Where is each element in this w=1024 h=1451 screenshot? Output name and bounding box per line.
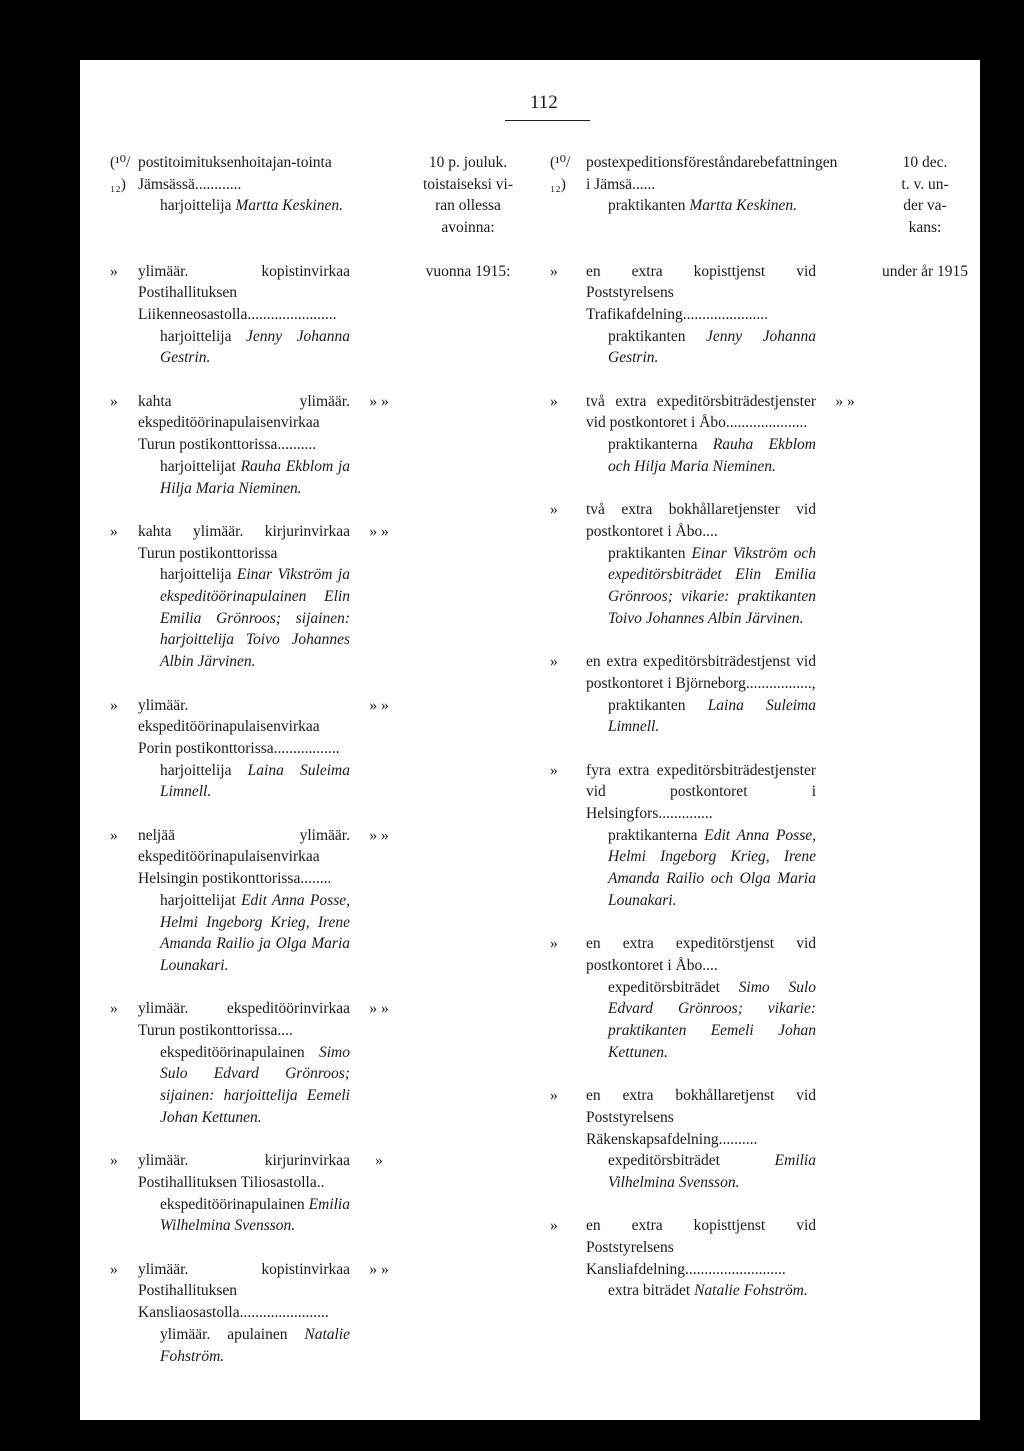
entry-marker: » bbox=[110, 826, 118, 844]
holder-line bbox=[586, 195, 816, 217]
holder-name: Martta Keskinen. bbox=[235, 197, 343, 215]
holder-line bbox=[586, 434, 816, 477]
holder-role: ylimäär. apulainen bbox=[160, 1325, 288, 1343]
holder-role: harjoittelija bbox=[160, 761, 232, 779]
position-description: en extra kopisttjenst vid Poststyrelsens Kansliafdelning.......................... bbox=[586, 1217, 816, 1278]
holder-role: praktikanten bbox=[608, 696, 686, 714]
position-description: postitoimituksenhoitajan-tointa Jämsässä............ bbox=[138, 154, 332, 193]
date-note bbox=[874, 651, 976, 738]
holder-role: extra biträdet bbox=[608, 1282, 691, 1300]
date-line: 10 p. jouluk. bbox=[428, 154, 508, 171]
holder-line bbox=[138, 195, 350, 217]
position-description: en extra expeditörsbiträdestjenst vid postkontoret i Björneborg................., bbox=[586, 653, 816, 692]
entry-marker: » bbox=[550, 392, 558, 410]
holder-name: Laina Suleima Limnell. bbox=[608, 696, 816, 736]
entry-row bbox=[110, 1259, 520, 1368]
entry-marker: » bbox=[110, 522, 118, 540]
date-note bbox=[874, 499, 976, 629]
entry-marker: » bbox=[550, 501, 558, 519]
ditto-marks: » bbox=[375, 1152, 383, 1170]
holder-name: Einar Vikström ja ekspeditöörinapulainen Elin Emilia Grönroos; sijainen: harjoittelija Toivo Johannes Albin Järvinen. bbox=[160, 566, 350, 671]
holder-line bbox=[138, 1042, 350, 1129]
holder-line bbox=[138, 1324, 350, 1367]
entry-row bbox=[550, 651, 964, 738]
holder-name: Emilia Vilhelmina Svensson. bbox=[608, 1152, 816, 1191]
ditto-marks bbox=[356, 261, 402, 370]
ditto-marks: » » bbox=[369, 392, 389, 410]
date-note bbox=[874, 1085, 976, 1194]
holder-role: expeditörsbiträdet bbox=[608, 978, 720, 996]
page-number: 112 bbox=[530, 92, 558, 113]
position-description: ylimäär. kopistinvirkaa Postihallituksen Kansliaosastolla....................... bbox=[138, 1260, 350, 1322]
holder-role: praktikanterna bbox=[608, 826, 698, 844]
entry-row bbox=[550, 499, 964, 629]
date-line: toistaiseksi vi- bbox=[423, 175, 513, 193]
ditto-marks bbox=[356, 152, 402, 239]
ditto-marks bbox=[822, 152, 868, 239]
holder-role: praktikanten bbox=[608, 197, 686, 215]
date-note bbox=[408, 695, 528, 804]
entry-body bbox=[138, 1259, 350, 1368]
position-description: ylimäär. kopistinvirkaa Postihallituksen Liikenneosastolla....................... bbox=[138, 262, 350, 323]
holder-name: Martta Keskinen. bbox=[689, 197, 797, 215]
position-description: en extra bokhållaretjenst vid Poststyrelsens Räkenskapsafdelning.......... bbox=[586, 1087, 816, 1148]
entry-marker: » bbox=[550, 1087, 558, 1105]
holder-role: expeditörsbiträdet bbox=[608, 1152, 720, 1170]
ditto-marks: » » bbox=[369, 1000, 389, 1018]
holder-line bbox=[138, 890, 350, 977]
holder-name: Laina Suleima Limnell. bbox=[160, 761, 350, 801]
holder-name: Natalie Fohström. bbox=[694, 1282, 808, 1300]
entry-body bbox=[138, 261, 350, 370]
page-number-rule bbox=[505, 120, 590, 121]
date-line: 10 dec. bbox=[902, 154, 948, 171]
ditto-marks: » » bbox=[369, 1260, 389, 1278]
position-description: två extra expeditörsbiträdestjenster vid postkontoret i Åbo..................... bbox=[586, 392, 816, 432]
holder-role: praktikanten bbox=[608, 544, 686, 562]
entry-row bbox=[110, 695, 520, 804]
holder-role: harjoittelija bbox=[160, 327, 232, 345]
entry-marker: » bbox=[550, 761, 558, 779]
ditto-marks: » » bbox=[835, 392, 855, 410]
holder-name: Emilia Wilhelmina Svensson. bbox=[160, 1195, 350, 1235]
entry-marker: » bbox=[550, 1217, 558, 1235]
date-note bbox=[408, 391, 528, 500]
entry-body bbox=[586, 152, 838, 239]
entry-row bbox=[110, 1150, 520, 1237]
entry-marker: » bbox=[110, 1260, 118, 1278]
ditto-marks: » » bbox=[369, 522, 389, 540]
holder-line bbox=[586, 543, 816, 630]
swedish-column bbox=[550, 152, 969, 1302]
holder-name: Simo Sulo Edvard Grönroos; sijainen: harjoittelija Eemeli Johan Kettunen. bbox=[160, 1043, 350, 1126]
ditto-marks bbox=[822, 499, 868, 629]
ditto-marks: » » bbox=[369, 696, 389, 714]
position-description: en extra kopisttjenst vid Poststyrelsens Trafikafdelning...................... bbox=[586, 262, 816, 323]
entry-body bbox=[138, 998, 350, 1128]
date-note bbox=[408, 261, 528, 370]
entry-marker: (¹⁰/₁₂) bbox=[110, 154, 131, 193]
holder-role: ekspeditöörinapulainen bbox=[160, 1195, 305, 1213]
ditto-marks bbox=[822, 933, 868, 1063]
entry-row bbox=[110, 152, 520, 239]
entry-row bbox=[550, 760, 964, 912]
position-description: neljää ylimäär. ekspeditöörinapulaisenvirkaa Helsingin postikonttorissa........ bbox=[138, 826, 350, 888]
date-note bbox=[408, 521, 528, 673]
date-note bbox=[408, 998, 528, 1128]
entry-body bbox=[586, 933, 816, 1063]
date-line: t. v. un- bbox=[901, 175, 949, 193]
holder-line bbox=[586, 326, 816, 369]
holder-name: Natalie Fohström. bbox=[160, 1325, 350, 1365]
position-description: ylimäär. ekspeditöörinvirkaa Turun postikonttorissa.... bbox=[138, 1000, 350, 1040]
date-note bbox=[874, 933, 976, 1063]
holder-name: Edit Anna Posse, Helmi Ingeborg Krieg, Irene Amanda Railio och Olga Maria Lounakari. bbox=[608, 826, 817, 909]
entry-body bbox=[586, 1085, 816, 1194]
date-note bbox=[874, 261, 976, 370]
entry-marker: » bbox=[550, 935, 558, 953]
holder-line bbox=[586, 825, 816, 912]
entry-body bbox=[138, 152, 350, 239]
entry-row bbox=[550, 933, 964, 1063]
holder-name: Jenny Johanna Gestrin. bbox=[608, 327, 816, 367]
document-page bbox=[80, 60, 980, 1420]
entry-body bbox=[138, 521, 350, 673]
position-description: två extra bokhållaretjenster vid postkontoret i Åbo.... bbox=[586, 501, 816, 540]
ditto-marks bbox=[822, 261, 868, 370]
holder-role: harjoittelijat bbox=[160, 891, 236, 909]
entry-row bbox=[550, 152, 964, 239]
date-note bbox=[874, 1215, 976, 1302]
holder-role: harjoittelija bbox=[160, 566, 232, 584]
holder-name: Rauha Ekblom och Hilja Maria Nieminen. bbox=[608, 436, 816, 475]
entry-marker: » bbox=[110, 696, 118, 714]
finnish-column bbox=[110, 152, 520, 1367]
entry-row bbox=[110, 825, 520, 977]
entry-body bbox=[586, 391, 816, 478]
ditto-marks bbox=[822, 1215, 868, 1302]
entry-marker: » bbox=[110, 1000, 118, 1018]
date-note bbox=[408, 825, 528, 977]
entry-body bbox=[138, 825, 350, 977]
date-line: ran ollessa bbox=[435, 197, 501, 215]
ditto-marks bbox=[822, 1085, 868, 1194]
entry-row bbox=[110, 998, 520, 1128]
date-line: der va- bbox=[903, 197, 947, 215]
holder-role: praktikanten bbox=[608, 327, 686, 345]
entry-body bbox=[138, 1150, 350, 1237]
entry-row bbox=[550, 391, 964, 478]
entry-marker: » bbox=[550, 653, 558, 671]
holder-line bbox=[586, 1150, 816, 1193]
date-note bbox=[874, 152, 976, 239]
holder-line bbox=[138, 326, 350, 369]
entry-body bbox=[138, 695, 350, 804]
holder-line bbox=[586, 977, 816, 1064]
entry-row bbox=[550, 1085, 964, 1194]
ditto-marks bbox=[822, 651, 868, 738]
date-note bbox=[874, 391, 976, 478]
entry-body bbox=[586, 651, 816, 738]
position-description: kahta ylimäär. kirjurinvirkaa Turun postikonttorissa bbox=[138, 522, 350, 562]
entry-marker: (¹⁰/₁₂) bbox=[550, 154, 571, 193]
holder-role: praktikanterna bbox=[608, 436, 698, 454]
entry-row bbox=[110, 391, 520, 500]
date-note bbox=[874, 760, 976, 912]
date-line: avoinna: bbox=[441, 219, 495, 237]
holder-line bbox=[138, 760, 350, 803]
holder-line bbox=[138, 564, 350, 673]
entry-body bbox=[586, 1215, 816, 1302]
position-description: ylimäär. kirjurinvirkaa Postihallituksen Tiliosastolla.. bbox=[138, 1152, 350, 1191]
holder-line bbox=[586, 1280, 816, 1302]
entry-row bbox=[550, 261, 969, 370]
date-line: under år 1915 bbox=[881, 262, 969, 280]
date-note bbox=[408, 1150, 528, 1237]
holder-role: harjoittelijat bbox=[160, 457, 236, 475]
position-description: fyra extra expeditörsbiträdestjenster vid postkontoret i Helsingfors.............. bbox=[586, 761, 816, 823]
entry-body bbox=[586, 760, 816, 912]
holder-role: harjoittelija bbox=[160, 197, 232, 215]
date-line: kans: bbox=[908, 219, 942, 237]
entry-marker: » bbox=[110, 1152, 118, 1170]
holder-role: ekspeditöörinapulainen bbox=[160, 1043, 305, 1061]
holder-name: Edit Anna Posse, Helmi Ingeborg Krieg, Irene Amanda Railio ja Olga Maria Lounakari. bbox=[160, 891, 350, 974]
entry-marker: » bbox=[550, 262, 558, 280]
date-note bbox=[408, 152, 528, 239]
holder-line bbox=[138, 1194, 350, 1237]
holder-name: Rauha Ekblom ja Hilja Maria Nieminen. bbox=[160, 457, 351, 497]
date-line: vuonna 1915: bbox=[425, 262, 511, 280]
position-description: postexpeditionsföreståndarebefattningen i Jämsä...... bbox=[586, 154, 838, 193]
entry-body bbox=[138, 391, 350, 500]
ditto-marks: » » bbox=[369, 826, 389, 844]
entry-row bbox=[110, 521, 520, 673]
entry-row bbox=[110, 261, 520, 370]
holder-name: Jenny Johanna Gestrin. bbox=[160, 327, 350, 367]
holder-line bbox=[586, 695, 816, 738]
position-description: ylimäär. ekspeditöörinapulaisenvirkaa Porin postikonttorissa................. bbox=[138, 696, 340, 757]
holder-line bbox=[138, 456, 350, 499]
entry-marker: » bbox=[110, 262, 118, 280]
entry-body bbox=[586, 499, 816, 629]
holder-name: Einar Vikström och expeditörsbiträdet Elin Emilia Grönroos; vikarie: praktikanten Toivo Johannes Albin Järvinen. bbox=[608, 544, 816, 627]
entry-body bbox=[586, 261, 816, 370]
ditto-marks bbox=[822, 760, 868, 912]
entry-marker: » bbox=[110, 392, 118, 410]
holder-name: Simo Sulo Edvard Grönroos; vikarie: praktikanten Eemeli Johan Kettunen. bbox=[608, 978, 816, 1061]
position-description: en extra expeditörstjenst vid postkontoret i Åbo.... bbox=[586, 935, 816, 974]
date-note bbox=[408, 1259, 528, 1368]
position-description: kahta ylimäär. ekspeditöörinapulaisenvirkaa Turun postikonttorissa.......... bbox=[138, 392, 350, 454]
entry-row bbox=[550, 1215, 964, 1302]
